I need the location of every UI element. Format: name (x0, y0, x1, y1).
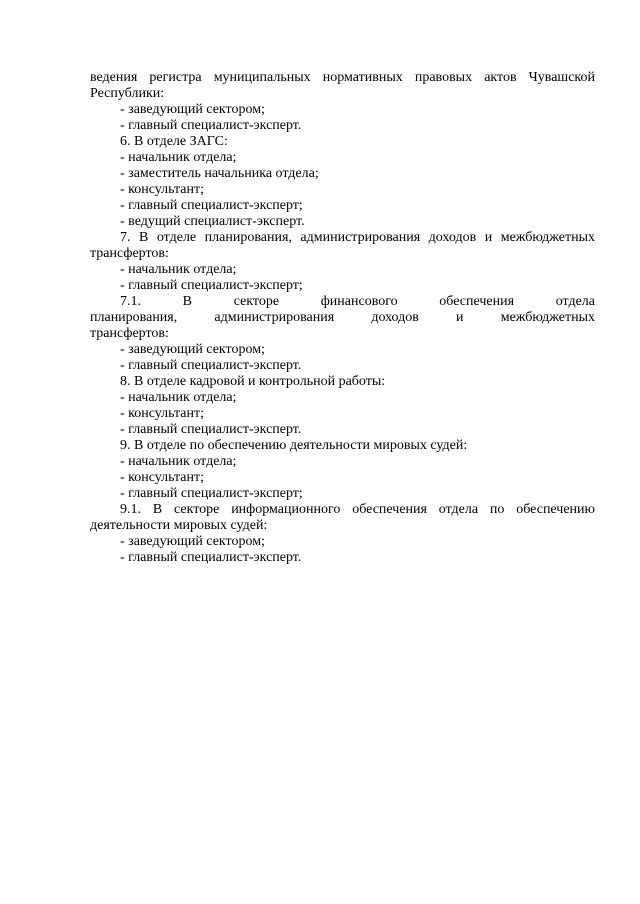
section-heading-6: 6. В отделе ЗАГС: (120, 134, 228, 149)
list-item: - главный специалист-эксперт. (120, 422, 302, 437)
list-item: - заведующий сектором; (120, 342, 265, 357)
list-item: - главный специалист-эксперт. (120, 118, 302, 133)
document-body (90, 70, 595, 566)
list-item: - начальник отдела; (120, 454, 237, 469)
section-heading-9-1: 9.1. В секторе информационного обеспечения отдела по обеспечению деятельности мировых судей: (90, 502, 595, 533)
list-item: - начальник отдела; (120, 390, 237, 405)
list-item: - начальник отдела; (120, 262, 237, 277)
list-item: - заведующий сектором; (120, 534, 265, 549)
list-item: - главный специалист-эксперт. (120, 550, 302, 565)
section-heading-7: 7. В отделе планирования, администрирования доходов и межбюджетных трансфертов: (90, 230, 595, 261)
list-item: - главный специалист-эксперт; (120, 278, 303, 293)
list-item: - ведущий специалист-эксперт. (120, 214, 305, 229)
list-item: - главный специалист-эксперт; (120, 486, 303, 501)
paragraph-registry-continuation: ведения регистра муниципальных нормативных правовых актов Чувашской Республики: (90, 70, 595, 101)
list-item: - начальник отдела; (120, 150, 237, 165)
list-item: - консультант; (120, 182, 204, 197)
list-item: - заместитель начальника отдела; (120, 166, 319, 181)
list-item: - консультант; (120, 470, 204, 485)
section-heading-8: 8. В отделе кадровой и контрольной работы: (120, 374, 386, 389)
list-item: - главный специалист-эксперт; (120, 198, 303, 213)
section-heading-7-1: 7.1. В секторе финансового обеспечения отдела планирования, администрирования доходов и межбюджетных трансфертов: (90, 294, 595, 341)
list-item: - консультант; (120, 406, 204, 421)
list-item: - главный специалист-эксперт. (120, 358, 302, 373)
section-heading-9: 9. В отделе по обеспечению деятельности мировых судей: (120, 438, 468, 453)
list-item: - заведующий сектором; (120, 102, 265, 117)
